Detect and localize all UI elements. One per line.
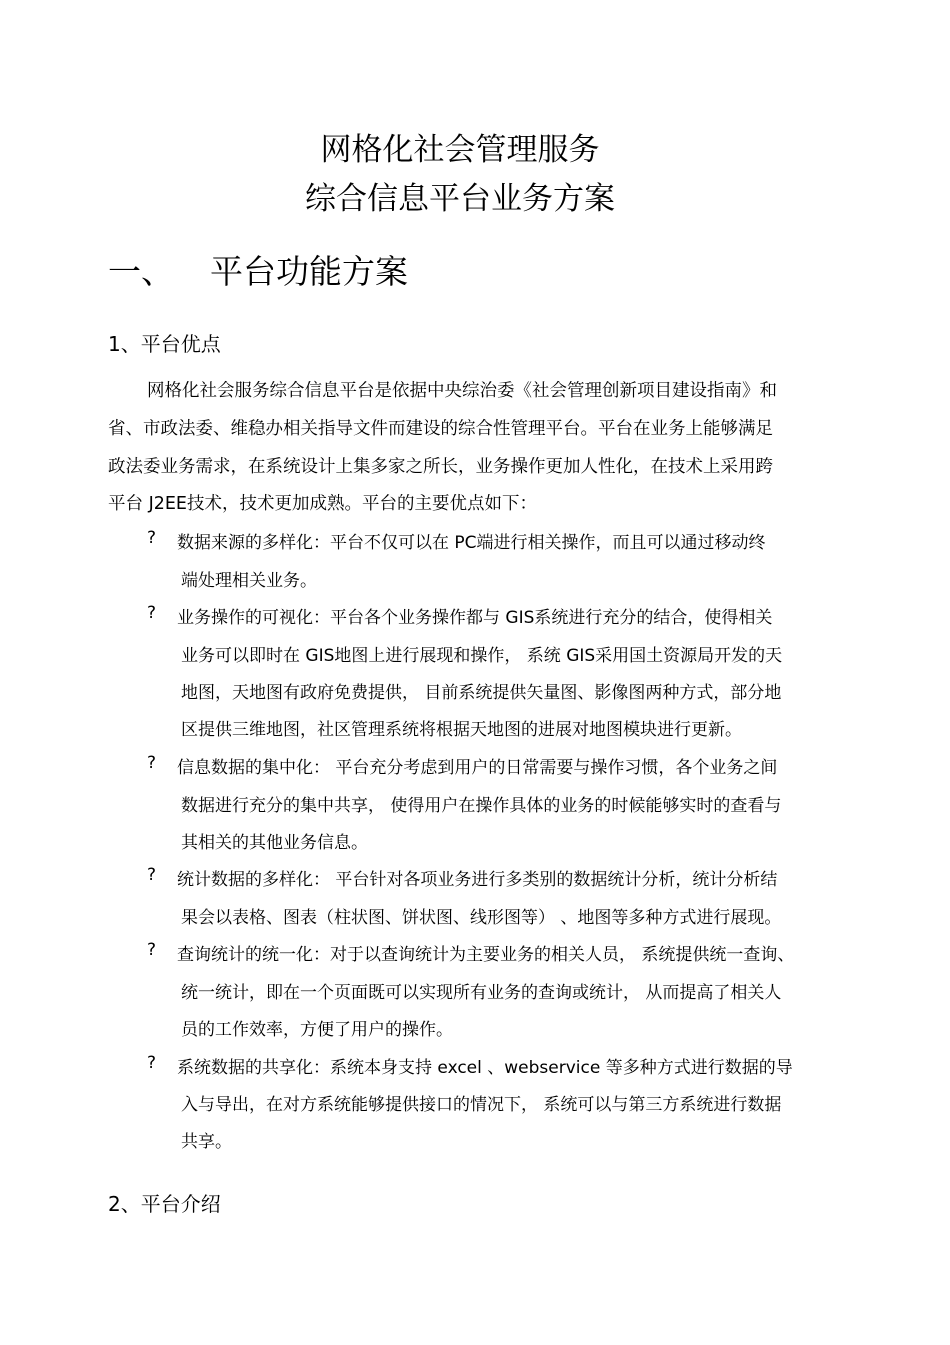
- bullet-item-line: 区提供三维地图，社区管理系统将根据天地图的进展对地图模块进行更新。: [181, 720, 742, 740]
- bullet-item-line: 端处理相关业务。: [181, 571, 317, 591]
- intro-paragraph-line: 平台 J2EE技术，技术更加成熟。平台的主要优点如下：: [108, 494, 537, 514]
- bullet-item-line: 入与导出，在对方系统能够提供接口的情况下， 系统可以与第三方系统进行数据: [181, 1095, 782, 1115]
- bullet-item-line: 数据进行充分的集中共享， 使得用户在操作具体的业务的时候能够实时的查看与: [181, 796, 782, 816]
- bullet-item-line: 统计数据的多样化： 平台针对各项业务进行多类别的数据统计分析，统计分析结: [177, 870, 778, 890]
- document-title-line2: 综合信息平台业务方案: [305, 181, 615, 217]
- section-title: 平台功能方案: [210, 252, 408, 291]
- bullet-marker: ?: [147, 753, 157, 773]
- bullet-item-line: 信息数据的集中化： 平台充分考虑到用户的日常需要与操作习惯，各个业务之间: [177, 758, 778, 778]
- bullet-marker: ?: [147, 865, 157, 885]
- subsection-heading: 2、平台介绍: [108, 1192, 221, 1216]
- bullet-item-line: 地图，天地图有政府免费提供， 目前系统提供矢量图、影像图两种方式，部分地: [181, 683, 782, 703]
- section-number: 一、: [108, 252, 174, 291]
- bullet-item-line: 共享。: [181, 1132, 232, 1152]
- bullet-marker: ?: [147, 1053, 157, 1073]
- subsection-heading: 1、平台优点: [108, 332, 221, 356]
- document-title-line1: 网格化社会管理服务: [320, 132, 600, 168]
- bullet-item-line: 数据来源的多样化：平台不仅可以在 PC端进行相关操作，而且可以通过移动终: [177, 533, 766, 553]
- bullet-item-line: 其相关的其他业务信息。: [181, 833, 368, 853]
- bullet-item-line: 业务操作的可视化：平台各个业务操作都与 GIS系统进行充分的结合，使得相关: [177, 608, 773, 628]
- intro-paragraph-line: 省、市政法委、维稳办相关指导文件而建设的综合性管理平台。平台在业务上能够满足: [108, 419, 773, 439]
- bullet-item-line: 统一统计，即在一个页面既可以实现所有业务的查询或统计， 从而提高了相关人: [181, 983, 782, 1003]
- intro-paragraph-line: 网格化社会服务综合信息平台是依据中央综治委《社会管理创新项目建设指南》和: [147, 381, 777, 401]
- bullet-marker: ?: [147, 603, 157, 623]
- intro-paragraph-line: 政法委业务需求，在系统设计上集多家之所长，业务操作更加人性化，在技术上采用跨: [108, 457, 773, 477]
- bullet-item-line: 果会以表格、图表（柱状图、饼状图、线形图等） 、地图等多种方式进行展现。: [181, 908, 782, 928]
- bullet-marker: ?: [147, 940, 157, 960]
- bullet-marker: ?: [147, 528, 157, 548]
- bullet-item-line: 查询统计的统一化：对于以查询统计为主要业务的相关人员， 系统提供统一查询、: [177, 945, 795, 965]
- bullet-item-line: 系统数据的共享化：系统本身支持 excel 、webservice 等多种方式进行数据的导: [177, 1058, 793, 1078]
- bullet-item-line: 业务可以即时在 GIS地图上进行展现和操作， 系统 GIS采用国土资源局开发的天: [181, 646, 783, 666]
- bullet-item-line: 员的工作效率，方便了用户的操作。: [181, 1020, 453, 1040]
